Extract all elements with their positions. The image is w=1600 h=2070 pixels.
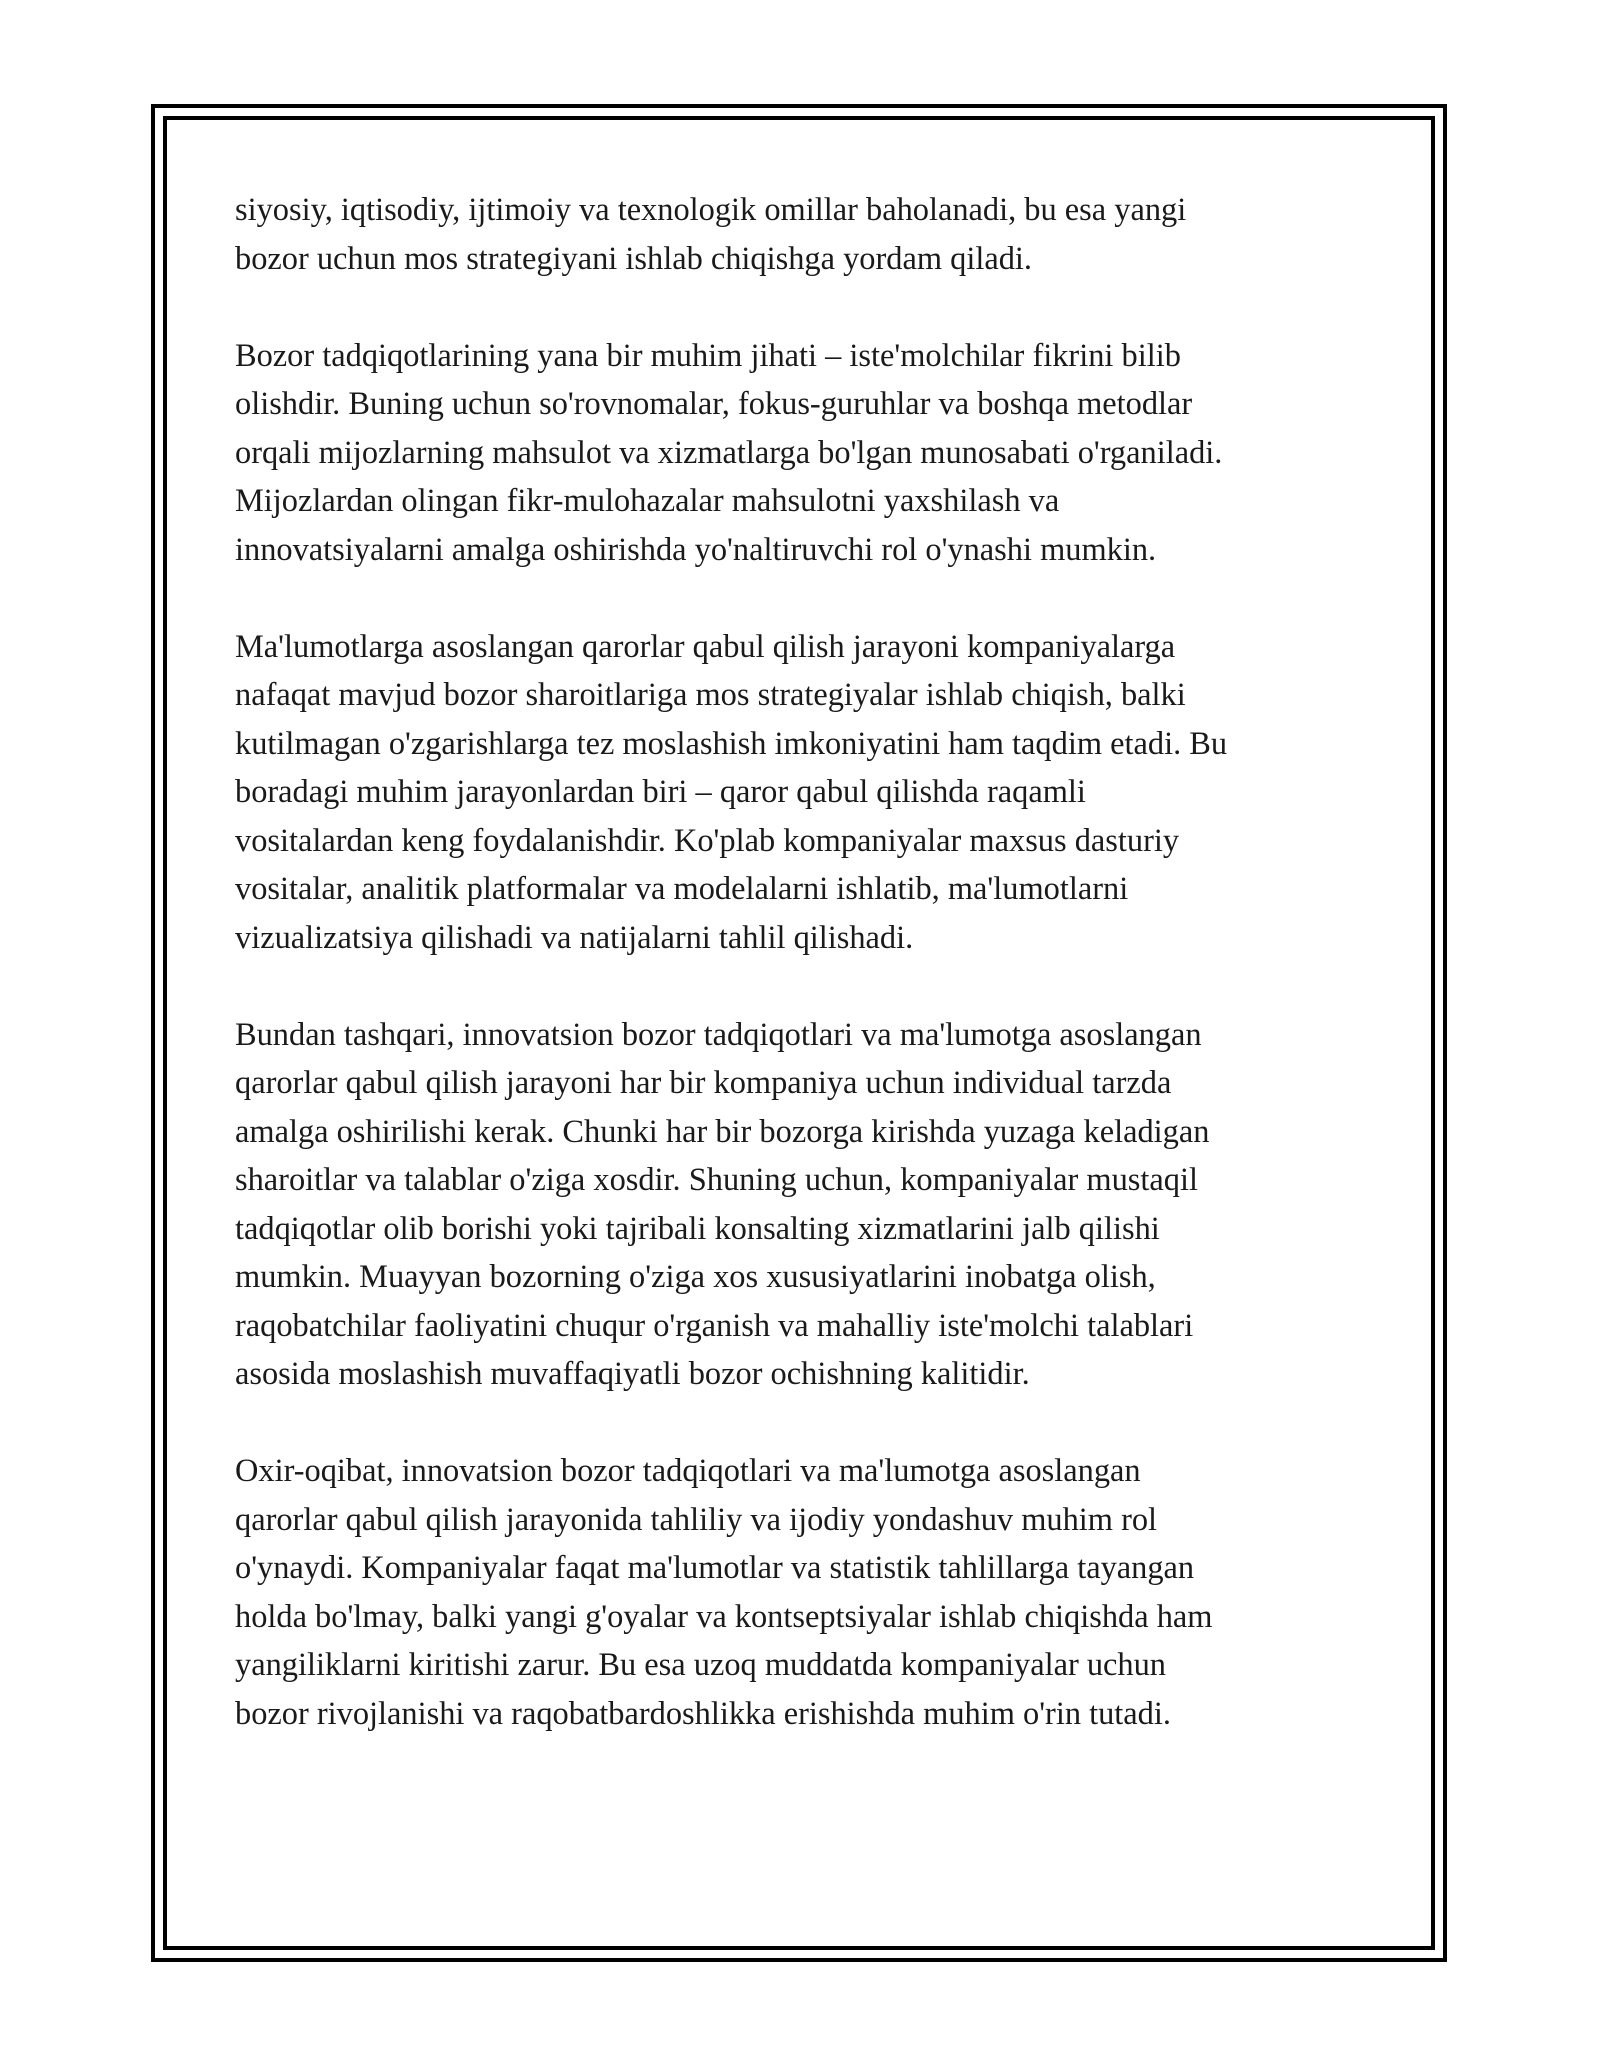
text-line: raqobatchilar faoliyatini chuqur o'rganish va mahalliy iste'molchi talablari (235, 1307, 1194, 1344)
text-line: Oxir-oqibat, innovatsion bozor tadqiqotlari va ma'lumotga asoslangan (235, 1453, 1141, 1489)
text-line: Ma'lumotlarga asoslangan qarorlar qabul qilish jarayoni kompaniyalarga (235, 628, 1176, 665)
paragraph (235, 623, 1365, 963)
text-line: amalga oshirilishi kerak. Chunki har bir bozorga kirishda yuzaga keladigan (235, 1113, 1210, 1150)
text-line: orqali mijozlarning mahsulot va xizmatlarga bo'lgan munosabati o'rganiladi. (235, 434, 1223, 471)
text-line: qarorlar qabul qilish jarayoni har bir kompaniya uchun individual tarzda (235, 1065, 1172, 1101)
text-line: bozor rivojlanishi va raqobatbardoshlikka erishishda muhim o'rin tutadi. (235, 1695, 1171, 1732)
paragraph (235, 186, 1365, 283)
text-line: olishdir. Buning uchun so'rovnomalar, fokus-guruhlar va boshqa metodlar (235, 386, 1193, 422)
text-line: boradagi muhim jarayonlardan biri – qaror qabul qilishda raqamli (235, 774, 1086, 810)
text-line: yangiliklarni kiritishi zarur. Bu esa uzoq muddatda kompaniyalar uchun (235, 1647, 1166, 1683)
text-line: vositalardan keng foydalanishdir. Ko'plab kompaniyalar maxsus dasturiy (235, 822, 1180, 859)
text-line: kutilmagan o'zgarishlarga tez moslashish imkoniyatini ham taqdim etadi. Bu (235, 725, 1228, 762)
text-line: Bozor tadqiqotlarining yana bir muhim jihati – iste'molchilar fikrini bilib (235, 337, 1181, 374)
document-body (235, 186, 1365, 1738)
paragraph (235, 332, 1365, 575)
text-line: vizualizatsiya qilishadi va natijalarni tahlil qilishadi. (235, 919, 914, 956)
text-line: qarorlar qabul qilish jarayonida tahliliy va ijodiy yondashuv muhim rol (235, 1501, 1158, 1538)
text-line: tadqiqotlar olib borishi yoki tajribali konsalting xizmatlarini jalb qilishi (235, 1210, 1160, 1247)
text-line: siyosiy, iqtisodiy, ijtimoiy va texnologik omillar baholanadi, bu esa yangi (235, 192, 1187, 228)
text-line: innovatsiyalarni amalga oshirishda yo'naltiruvchi rol o'ynashi mumkin. (235, 531, 1157, 568)
text-line: Mijozlardan olingan fikr-mulohazalar mahsulotni yaxshilash va (235, 483, 1060, 519)
text-line: Bundan tashqari, innovatsion bozor tadqiqotlari va ma'lumotga asoslangan (235, 1016, 1202, 1053)
text-line: o'ynaydi. Kompaniyalar faqat ma'lumotlar va statistik tahlillarga tayangan (235, 1550, 1195, 1586)
text-line: holda bo'lmay, balki yangi g'oyalar va kontseptsiyalar ishlab chiqishda ham (235, 1598, 1213, 1635)
text-line: nafaqat mavjud bozor sharoitlariga mos strategiyalar ishlab chiqish, balki (235, 677, 1186, 713)
text-line: vositalar, analitik platformalar va modelalarni ishlatib, ma'lumotlarni (235, 871, 1129, 907)
text-line: bozor uchun mos strategiyani ishlab chiqishga yordam qiladi. (235, 240, 1033, 277)
text-line: sharoitlar va talablar o'ziga xosdir. Shuning uchun, kompaniyalar mustaqil (235, 1162, 1198, 1198)
paragraph (235, 1447, 1365, 1738)
text-line: asosida moslashish muvaffaqiyatli bozor ochishning kalitidir. (235, 1356, 1030, 1392)
text-line: mumkin. Muayyan bozorning o'ziga xos xususiyatlarini inobatga olish, (235, 1259, 1156, 1295)
paragraph (235, 1011, 1365, 1399)
